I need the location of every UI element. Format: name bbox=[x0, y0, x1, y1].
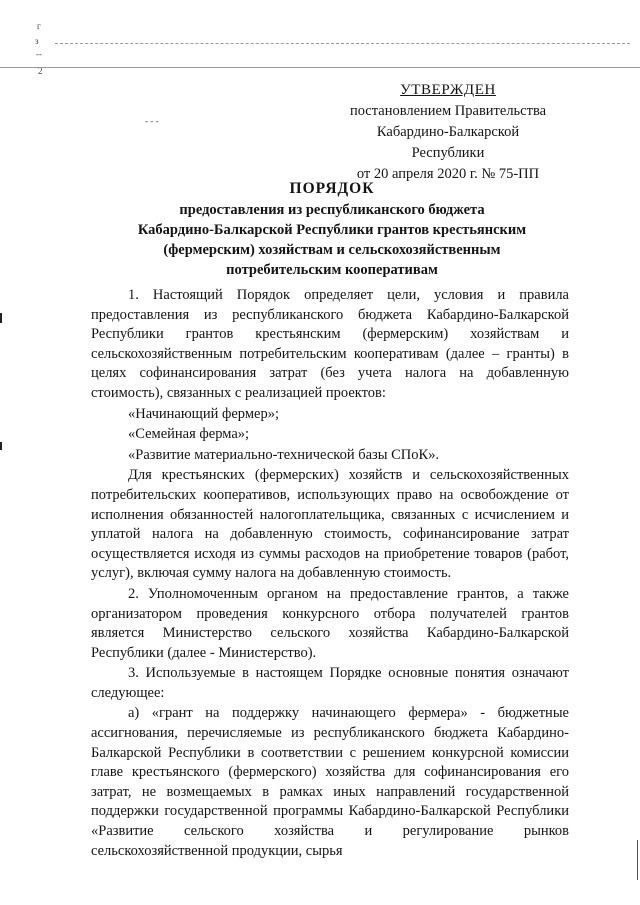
project-item-3: «Развитие материально-технической базы СПоК». bbox=[128, 446, 440, 463]
left-edge-mark bbox=[0, 313, 2, 323]
title-line-3: (фермерским) хозяйствам и сельскохозяйственным bbox=[163, 242, 501, 258]
paragraph-2: Для крестьянских (фермерских) хозяйств и сельскохозяйственных потребительских кооперативов, использующих право на освобождение от исполнения обязанностей налогоплательщика, связанных с исчислением и уплатой налога на добавленную стоимость, софинансирование затрат осуществляется исходя из суммы расходов на приобретение товаров (работ, услуг), включая сумму налога на добавленную стоимость. bbox=[91, 467, 569, 582]
paragraph-5: а) «грант на поддержку начинающего фермера» - бюджетные ассигнования, перечисляемые из республиканского бюджета Кабардино-Балкарской Республики в соответствии с решением конкурсной комиссии главе крестьянского (фермерского) хозяйства для софинансирования его затрат, не возмещаемых в рамках иных направлений государственной поддержки государственной программы Кабардино-Балкарской Республики «Развитие сельского хозяйства и регулирование рынков сельскохозяйственной продукции, сырья bbox=[91, 705, 569, 859]
approval-line-1: постановлением Правительства bbox=[349, 103, 547, 119]
title-line-4: потребительским кооперативам bbox=[226, 262, 438, 278]
approval-line-2: Кабардино-Балкарской Республики bbox=[376, 124, 520, 161]
title-line-1: предоставления из республиканского бюджета bbox=[179, 202, 485, 218]
paragraph-4: 3. Используемые в настоящем Порядке основные понятия означают следующее: bbox=[91, 665, 569, 701]
approval-block bbox=[340, 80, 556, 185]
project-item-1: «Начинающий фермер»; bbox=[128, 405, 279, 422]
scan-mark-5: - - - bbox=[145, 116, 159, 126]
header-dash-line bbox=[55, 43, 630, 44]
title-main: ПОРЯДОК bbox=[289, 180, 375, 197]
paragraph-3: 2. Уполномоченным органом на предоставление грантов, а также организатором проведения конкурсного отбора получателей грантов является Министерство сельского хозяйства Кабардино-Балкарской Республики (далее - Министерство). bbox=[91, 585, 569, 661]
document-body bbox=[91, 286, 569, 862]
scan-mark-2: з bbox=[35, 36, 39, 46]
header-rule bbox=[0, 67, 640, 68]
scan-mark-1: г bbox=[37, 21, 41, 31]
left-edge-mark-2 bbox=[0, 442, 2, 450]
approved-label: УТВЕРЖДЕН bbox=[400, 82, 496, 98]
title-line-2: Кабардино-Балкарской Республики грантов крестьянским bbox=[137, 222, 527, 238]
paragraph-1: 1. Настоящий Порядок определяет цели, условия и правила предоставления из республиканского бюджета Кабардино-Балкарской Республики грантов крестьянским (фермерским) хозяйствам и сельскохозяйственным потребительским кооперативам (далее – гранты) в целях софинансирования затрат (без учета налога на добавленную стоимость), связанных с реализацией проектов: bbox=[91, 287, 569, 401]
approval-line-3: от 20 апреля 2020 г. № 75-ПП bbox=[356, 166, 540, 182]
project-item-2: «Семейная ферма»; bbox=[128, 426, 250, 443]
document-title bbox=[95, 178, 569, 280]
scan-mark-3: -- bbox=[36, 49, 42, 59]
scan-mark-4: 2 bbox=[38, 66, 43, 76]
right-edge-mark bbox=[637, 840, 638, 880]
